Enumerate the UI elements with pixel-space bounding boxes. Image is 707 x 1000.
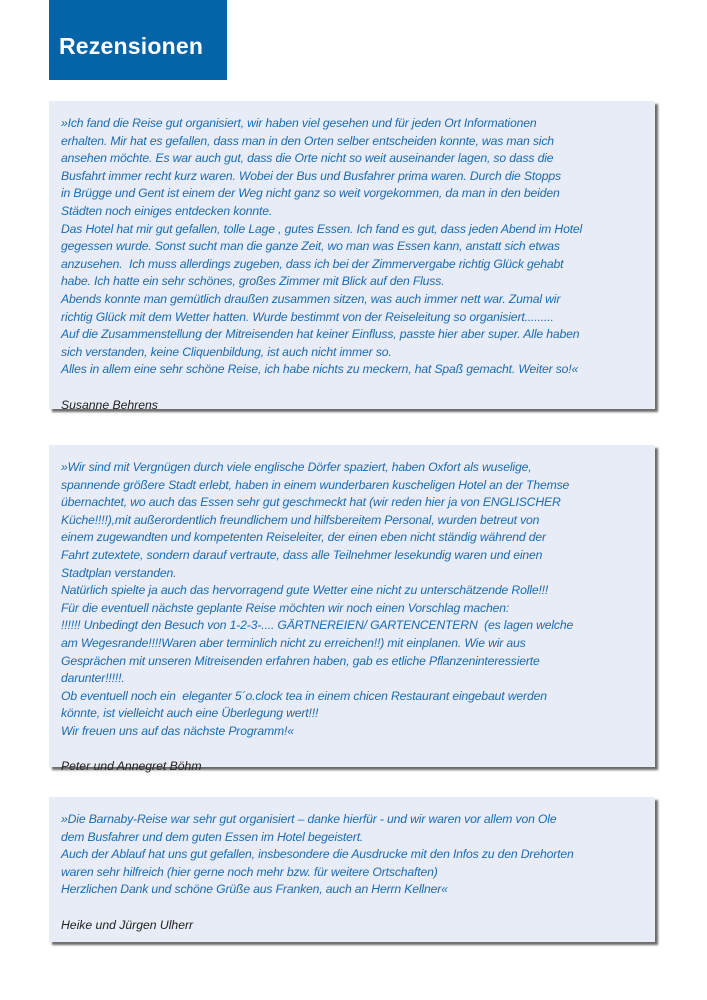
review-line: »Wir sind mit Vergnügen durch viele englische Dörfer spaziert, haben Oxfort als wuselige, <box>61 460 532 474</box>
section-header <box>49 0 227 80</box>
review-line: waren sehr hilfreich (hier gerne noch mehr bzw. für weitere Ortschaften) <box>61 864 438 879</box>
review-text <box>61 459 643 741</box>
review-line: »Die Barnaby-Reise war sehr gut organisiert – danke hierfür - und wir waren vor allem von Ole <box>61 812 557 826</box>
review-line: könnte, ist vielleicht auch eine Überlegung wert!!! <box>61 706 319 721</box>
review-line: erhalten. Mir hat es gefallen, dass man in den Orten selber entscheiden konnte, was man sich <box>61 133 554 148</box>
review-card <box>49 797 655 942</box>
review-line: einem zugewandten und kompetenten Reiseleiter, der einen eben nicht ständig während der <box>61 530 546 545</box>
review-line: in Brügge und Gent ist einem der Weg nicht ganz so weit vorgekommen, da man in den beiden <box>61 186 560 201</box>
review-text <box>61 115 643 379</box>
review-author: Heike und Jürgen Ulherr <box>61 917 194 932</box>
review-line: sich verstanden, keine Cliquenbildung, ist auch nicht immer so. <box>61 344 392 359</box>
review-line: Das Hotel hat mir gut gefallen, tolle Lage , gutes Essen. Ich fand es gut, dass jeden Abend im Hotel <box>61 221 583 236</box>
page-title: Rezensionen <box>59 33 204 59</box>
review-line: Busfahrt immer recht kurz waren. Wobei der Bus und Busfahrer prima waren. Durch die Stopps <box>61 168 561 183</box>
review-line: Abends konnte man gemütlich draußen zusammen sitzen, was auch immer nett war. Zumal wir <box>61 291 561 306</box>
review-line: Alles in allem eine sehr schöne Reise, ich habe nichts zu meckern, hat Spaß gemacht. Weiter so!« <box>61 362 579 377</box>
review-line: dem Busfahrer und dem guten Essen im Hotel begeistert. <box>61 829 364 844</box>
review-author: Susanne Behrens <box>61 397 158 412</box>
review-line: Gesprächen mit unseren Mitreisenden erfahren haben, gab es etliche Pflanzeninteressierte <box>61 653 540 668</box>
review-line: Für die eventuell nächste geplante Reise möchten wir noch einen Vorschlag machen: <box>61 600 510 615</box>
review-line: Stadtplan verstanden. <box>61 565 177 580</box>
review-line: Auch der Ablauf hat uns gut gefallen, insbesondere die Ausdrucke mit den Infos zu den Drehorten <box>61 847 574 862</box>
review-card <box>49 445 655 774</box>
review-author: Peter und Annegret Böhm <box>61 759 202 774</box>
review-line: spannende größere Stadt erlebt, haben in einem wunderbaren kuscheligen Hotel an der Themse <box>61 477 570 492</box>
review-line: Herzlichen Dank und schöne Grüße aus Franken, auch an Herrn Kellner« <box>61 882 448 897</box>
review-line: gegessen wurde. Sonst sucht man die ganze Zeit, wo man was Essen kann, anstatt sich etwas <box>61 239 560 254</box>
review-line: richtig Glück mit dem Wetter hatten. Wurde bestimmt von der Reiseleitung so organisiert......... <box>61 309 554 324</box>
review-line: !!!!!! Unbedingt den Besuch von 1-2-3-.... GÄRTNEREIEN/ GARTENCENTERN (es lagen welche <box>61 618 574 633</box>
review-text <box>61 811 643 899</box>
review-line: darunter!!!!!. <box>61 671 125 686</box>
review-line: Städten noch einiges entdecken konnte. <box>61 203 273 218</box>
review-line: am Wegesrande!!!!Waren aber terminlich nicht zu erreichen!!) mit einplanen. Wie wir aus <box>61 635 526 650</box>
review-line: Ob eventuell noch ein eleganter 5´o.clock tea in einem chicen Restaurant eingebaut werden <box>61 688 547 703</box>
review-line: Fahrt zutextete, sondern darauf vertraute, dass alle Teilnehmer lesekundig waren und einen <box>61 547 543 562</box>
review-line: habe. Ich hatte ein sehr schönes, großes Zimmer mit Blick auf den Fluss. <box>61 274 445 289</box>
review-line: übernachtet, wo auch das Essen sehr gut geschmeckt hat (wir reden hier ja von ENGLISCHER <box>61 495 561 510</box>
review-line: Auf die Zusammenstellung der Mitreisenden hat keiner Einfluss, passte hier aber super. Alle haben <box>61 327 580 342</box>
review-line: ansehen möchte. Es war auch gut, dass die Orte nicht so weit auseinander lagen, so dass die <box>61 151 554 166</box>
review-card <box>49 101 655 412</box>
review-line: »Ich fand die Reise gut organisiert, wir haben viel gesehen und für jeden Ort Informationen <box>61 116 537 130</box>
review-line: Wir freuen uns auf das nächste Programm!« <box>61 723 294 738</box>
review-line: anzusehen. Ich muss allerdings zugeben, dass ich bei der Zimmervergabe richtig Glück gehabt <box>61 256 564 271</box>
review-line: Küche!!!!),mit außerordentlich freundlichem und hilfsbereitem Personal, wurden betreut von <box>61 512 540 527</box>
review-line: Natürlich spielte ja auch das hervorragend gute Wetter eine nicht zu unterschätzende Rolle!!! <box>61 583 549 598</box>
